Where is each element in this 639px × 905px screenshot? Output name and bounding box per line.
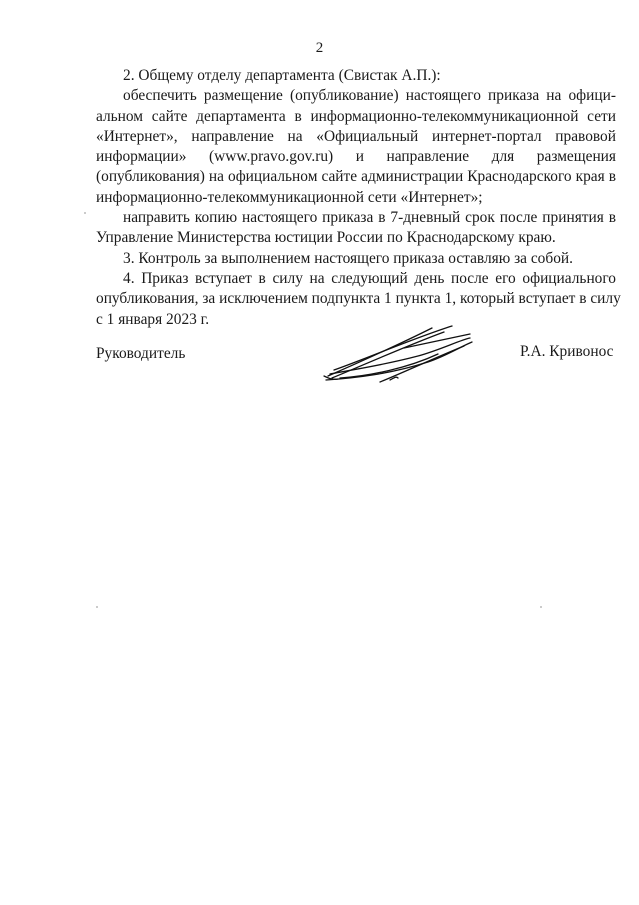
- paragraph-4-line-3: с 1 января 2023 г.: [96, 310, 210, 328]
- scan-speck: [96, 606, 98, 608]
- signatory-name: Р.А. Кривонос: [520, 343, 614, 360]
- paragraph-2a-line-2: альном сайте департамента в информационно-телекоммуникационной сети: [96, 107, 616, 125]
- paragraph-2b-line-1: направить копию настоящего приказа в 7-дневный срок после принятия в: [123, 209, 616, 227]
- paragraph-2a-line-4: информации» (www.pravo.gov.ru) и направление для размещения: [96, 148, 616, 166]
- paragraph-4-line-2: опубликования, за исключением подпункта 1 пункта 1, который вступает в силу: [96, 290, 621, 308]
- signatory-position: Руководитель: [96, 345, 186, 362]
- paragraph-2b-line-2: Управление Министерства юстиции России по Краснодарскому краю.: [96, 229, 556, 247]
- paragraph-2a-line-3: «Интернет», направление на «Официальный интернет-портал правовой: [96, 127, 616, 145]
- paragraph-2a-line-6: информационно-телекоммуникационной сети «Интернет»;: [96, 188, 483, 206]
- paragraph-3: 3. Контроль за выполнением настоящего приказа оставляю за собой.: [123, 249, 573, 267]
- paragraph-2a-line-5: (опубликования) на официальном сайте администрации Краснодарского края в: [96, 168, 616, 186]
- document-body: [96, 66, 621, 330]
- scan-speck: [84, 212, 86, 214]
- paragraph-2a-line-1: обеспечить размещение (опубликование) настоящего приказа на офици-: [123, 87, 616, 105]
- page-number: 2: [315, 40, 324, 56]
- scan-speck: [540, 606, 542, 608]
- paragraph-4-line-1: 4. Приказ вступает в силу на следующий день после его официального: [123, 269, 616, 287]
- paragraph-2-heading: 2. Общему отделу департамента (Свистак А.П.):: [123, 67, 441, 84]
- handwritten-signature-icon: [320, 318, 480, 388]
